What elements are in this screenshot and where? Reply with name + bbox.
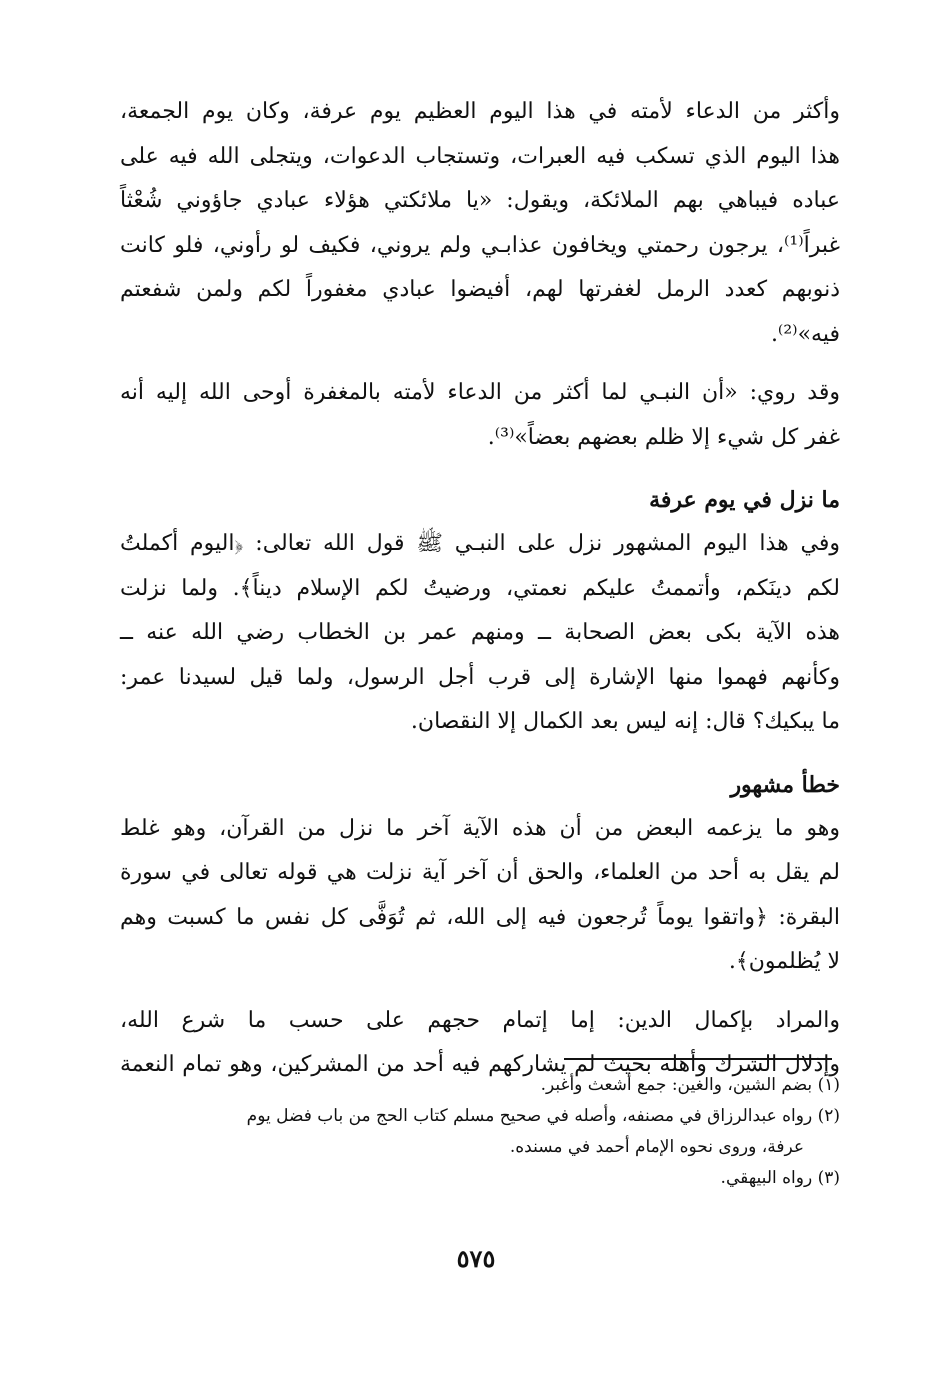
text-line: فيه»⁽²⁾.	[770, 321, 840, 347]
footnote-3: (٣) رواه البيهقي.	[720, 1168, 840, 1188]
text-line: هذه الآية بكى بعض الصحابة ــ ومنهم عمر بن الخطاب رضي الله عنه ــ	[120, 620, 840, 645]
footnote-2: (٢) رواه عبدالرزاق في مصنفه، وأصله في صحيح مسلم كتاب الحج من باب فضل يوم	[246, 1106, 840, 1126]
text-line: وفي هذا اليوم المشهور نزل على النبـي ﷺ قول الله تعالى: ﴿اليوم أكملتُ	[120, 531, 840, 556]
text-line: لكم دينَكم، وأتممتُ عليكم نعمتي، ورضيتُ لكم الإسلام ديناً﴾. ولما نزلت	[120, 575, 840, 601]
footnote-separator	[564, 1058, 832, 1060]
page-number: ٥٧٥	[456, 1244, 496, 1273]
text-line: وقد روي: «أن النبـي لما أكثر من الدعاء لأمته بالمغفرة أوحى الله إليه أنه	[120, 380, 840, 405]
footnote-1: (١) بضم الشين، والغين: جمع أشعث وأغبر.	[540, 1075, 840, 1095]
paragraph-nuzul	[120, 522, 840, 745]
text-line: وكأنهم فهموا منها الإشارة إلى قرب أجل الرسول، ولما قيل لسيدنا عمر:	[120, 664, 840, 690]
text-line: لم يقل به أحد من العلماء، والحق أن آخر آية نزلت هي قوله تعالى في سورة	[120, 860, 840, 885]
page-body	[120, 90, 840, 1088]
text-line: غبراً⁽¹⁾، يرجون رحمتي ويخافون عذابـي ولم يروني، فكيف لو رأوني، فلو كانت	[120, 232, 840, 258]
paragraph-khata	[120, 807, 840, 985]
footnotes	[120, 1070, 840, 1194]
text-line: ما يبكيك؟ قال: إنه ليس بعد الكمال إلا النقصان.	[410, 709, 840, 734]
text-line: وإذلال الشرك وأهله بحيث لم يشاركهم فيه أحد من المشركين، وهو تمام النعمة	[120, 1052, 840, 1077]
text-line: ذنوبهم كعدد الرمل لغفرتها لهم، أفيضوا عبادي مغفوراً لكم ولمن شفعتم	[120, 277, 840, 302]
paragraph-riwaya	[120, 371, 840, 460]
text-line: وهو ما يزعمه البعض من أن هذه الآية آخر ما نزل من القرآن، وهو غلط	[120, 815, 840, 841]
paragraph-dua-arafah	[120, 90, 840, 357]
text-line: غفر كل شيء إلا ظلم بعضهم بعضاً»⁽³⁾.	[487, 424, 840, 450]
text-line: هذا اليوم الذي تسكب فيه العبرات، وتستجاب الدعوات، ويتجلى الله فيه على	[120, 143, 840, 169]
section-heading-khata: خطأ مشهور	[730, 771, 840, 798]
text-line: البقرة: ﴿واتقوا يوماً تُرجعون فيه إلى الله، ثم تُوَفَّى كل نفس ما كسبت وهم	[120, 904, 840, 930]
text-line: والمراد بإكمال الدين: إما إتمام حجهم على حسب ما شرع الله،	[120, 1007, 840, 1033]
text-line: لا يُظلمون﴾.	[728, 949, 840, 974]
text-line: وأكثر من الدعاء لأمته في هذا اليوم العظيم يوم عرفة، وكان يوم الجمعة،	[120, 99, 840, 124]
section-heading-nuzul: ما نزل في يوم عرفة	[649, 487, 840, 513]
text-line: عباده فيباهي بهم الملائكة، ويقول: «يا ملائكتي هؤلاء عبادي جاؤوني شُعْثاً	[120, 188, 840, 213]
footnote-2-continued: عرفة، وروى نحوه الإمام أحمد في مسنده.	[509, 1137, 804, 1157]
